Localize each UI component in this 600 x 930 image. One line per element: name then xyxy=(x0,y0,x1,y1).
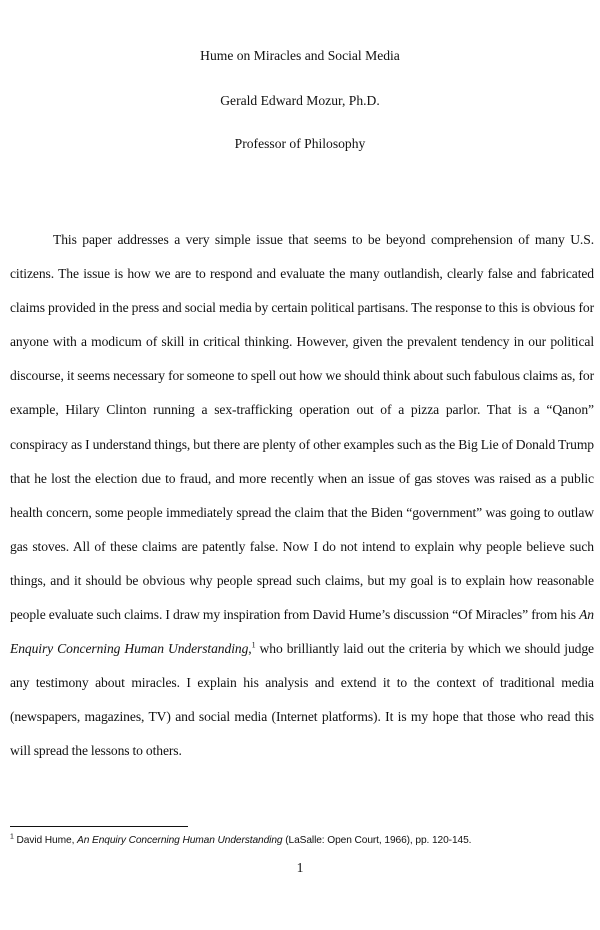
footnote-separator xyxy=(10,826,188,827)
paper-title: Hume on Miracles and Social Media xyxy=(200,48,400,63)
footnote-citation: (LaSalle: Open Court, 1966), pp. 120-145. xyxy=(282,835,472,846)
footnote-marker: 1 xyxy=(10,833,14,841)
book-title-italic: An Enquiry Concerning Human Understanding xyxy=(10,607,594,657)
page-number: 1 xyxy=(296,860,304,875)
body-paragraph xyxy=(10,223,594,769)
footnote-author: David Hume, xyxy=(13,835,78,846)
footnote-book-title: An Enquiry Concerning Human Understanding xyxy=(77,835,283,846)
author-name: Gerald Edward Mozur, Ph.D. xyxy=(220,93,380,108)
footnote-reference[interactable]: 1 xyxy=(251,640,256,650)
body-text-part1: This paper addresses a very simple issue that seems to be beyond comprehension of many U.S. citizens. The issue is how we are to respond and evaluate the many outlandish, clearly false and fabricated claims provided in the press and social media by certain political partisans. The response to this is obvious for anyone with a modicum of skill in critical thinking. However, given the prevalent tendency in our political discourse, it seems necessary for someone to spell out how we should think about such fabulous claims as, for example, Hilary Clinton running a sex-trafficking operation out of a pizza parlor. That is a “Qanon” conspiracy as I understand things, but there are plenty of other examples such as the Big Lie of Donald Trump that he lost the election due to fraud, and more recently when an issue of gas stoves was raised as a public health concern, some people immediately spread the claim that the Biden “government” was going to outlaw gas stoves. All of these claims are patently false. Now I do not intend to explain why people believe such things, and it should be obvious why people spread such claims, but my goal is to explain how reasonable people evaluate such claims. I draw my inspiration from David Hume’s discussion “Of Miracles” from his xyxy=(10,232,594,623)
author-affiliation: Professor of Philosophy xyxy=(234,136,366,151)
body-text-part2: who brilliantly laid out the criteria by which we should judge any testimony about miracles. I explain his analysis and extend it to the context of traditional media (newspapers, magazines, TV) and social media (Internet platforms). It is my hope that those who read this will spread the lessons to others. xyxy=(10,641,594,759)
comma: , xyxy=(248,641,252,657)
footnote xyxy=(10,834,590,848)
